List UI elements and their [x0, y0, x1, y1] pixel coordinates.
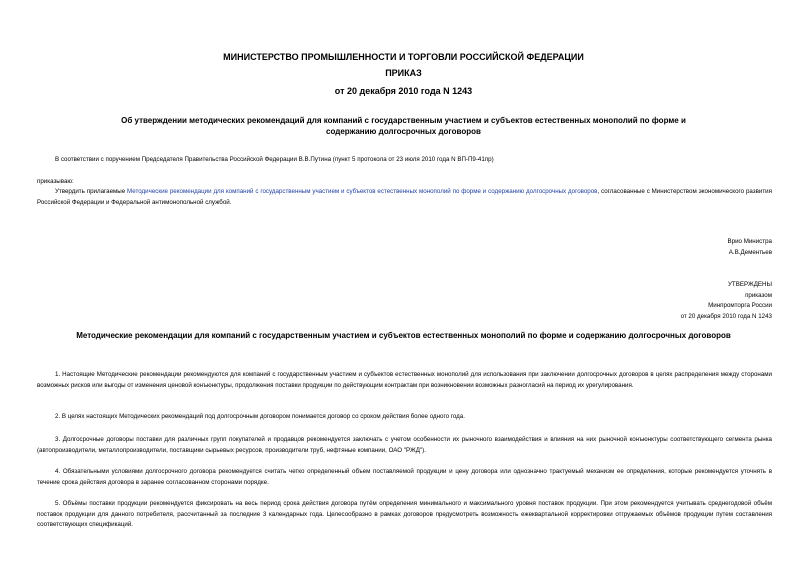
- paragraph-5: 5. Объёмы поставки продукции рекомендуется фиксировать на весь период срока действия договора путём определения минимального и максимального уровня поставок продукции. При этом рекомендуется учитывать среднегодовой объём поставок продукции для данного потребителя, рассчитанный за последние 3 календарных года. Целесообразно в рамках договоров предусмотреть возможность ежеквартальной корректировки отгружаемых объёмов продукции путем составления соответствующих спецификаций.: [37, 500, 772, 528]
- order-paragraph: [37, 187, 772, 208]
- doc-date-number: от 20 декабря 2010 года N 1243: [334, 86, 473, 96]
- preamble: В соответствии с поручением Председателя Правительства Российской Федерации В.В.Путина (пункт 5 протокола от 23 июля 2010 года N ВП-П9-41пр): [55, 156, 494, 163]
- approval-line-2: приказом: [745, 291, 772, 299]
- paragraph-3: 3. Долгосрочные договоры поставки для различных групп покупателей и продавцов рекомендуется заключать с учетом особенности их рыночного взаимодействия и влияния на них рыночной конъюнктуры соответствующего сегмента рынка (автопроизводители, металлопроизводители, поставщики сырьевых ресурсов, производители труб, нефтяные компании, ОАО "РЖД").: [37, 436, 772, 454]
- recommendations-link[interactable]: Методические рекомендации для компаний с государственным участием и субъектов естественных монополий по форме и содержанию долгосрочных договоров: [127, 188, 598, 195]
- order-text-before: Утвердить прилагаемые: [55, 188, 128, 195]
- paragraph-4: 4. Обязательными условиями долгосрочного договора рекомендуется считать четко определенный объем поставляемой продукции и цену договора или однозначно трактуемый механизм ее определения, которые рекомендуется уточнять в течение срока действия договора в заранее согласованном сторонами порядке.: [37, 468, 772, 486]
- order-label: приказываю:: [37, 178, 74, 185]
- approval-line-3: Минпромторга России: [708, 302, 772, 309]
- approval-block: [681, 280, 772, 322]
- document-title: Об утверждении методических рекомендаций для компаний с государственным участием и субъектов естественных монополий по форме и содержанию долгосрочных договоров: [121, 116, 686, 136]
- paragraph-1: 1. Настоящие Методические рекомендации рекомендуются для компаний с государственным участием и субъектов естественных монополий для использования при заключении долгосрочных договоров в целях распределения между сторонами возможных рисков или выгоды от изменения ценовой конъюнктуры, продолжения поставки продукции по действующим контрактам при возникновении возможных разногласий на период их урегулирования.: [37, 371, 772, 389]
- ministry-heading: МИНИСТЕРСТВО ПРОМЫШЛЕННОСТИ И ТОРГОВЛИ РОССИЙСКОЙ ФЕДЕРАЦИИ: [223, 52, 584, 62]
- doc-type-heading: ПРИКАЗ: [385, 68, 422, 78]
- order-text-after: , согласованные с Министерством экономического развития Российской Федерации и Федеральной антимонопольной службой.: [37, 188, 772, 206]
- signature-position: Врио Министра: [727, 238, 772, 245]
- recommendations-title: Методические рекомендации для компаний с государственным участием и субъектов естественных монополий по форме и содержанию долгосрочных договоров: [76, 331, 731, 340]
- signature-block: [728, 237, 772, 258]
- paragraph-2: 2. В целях настоящих Методических рекомендаций под долгосрочным договором понимается договор со сроком действия более одного года.: [55, 413, 465, 420]
- approval-line-1: УТВЕРЖДЕНЫ: [728, 281, 772, 288]
- approval-line-4: от 20 декабря 2010 года N 1243: [680, 312, 772, 320]
- signature-name: А.В.Дементьев: [728, 248, 772, 256]
